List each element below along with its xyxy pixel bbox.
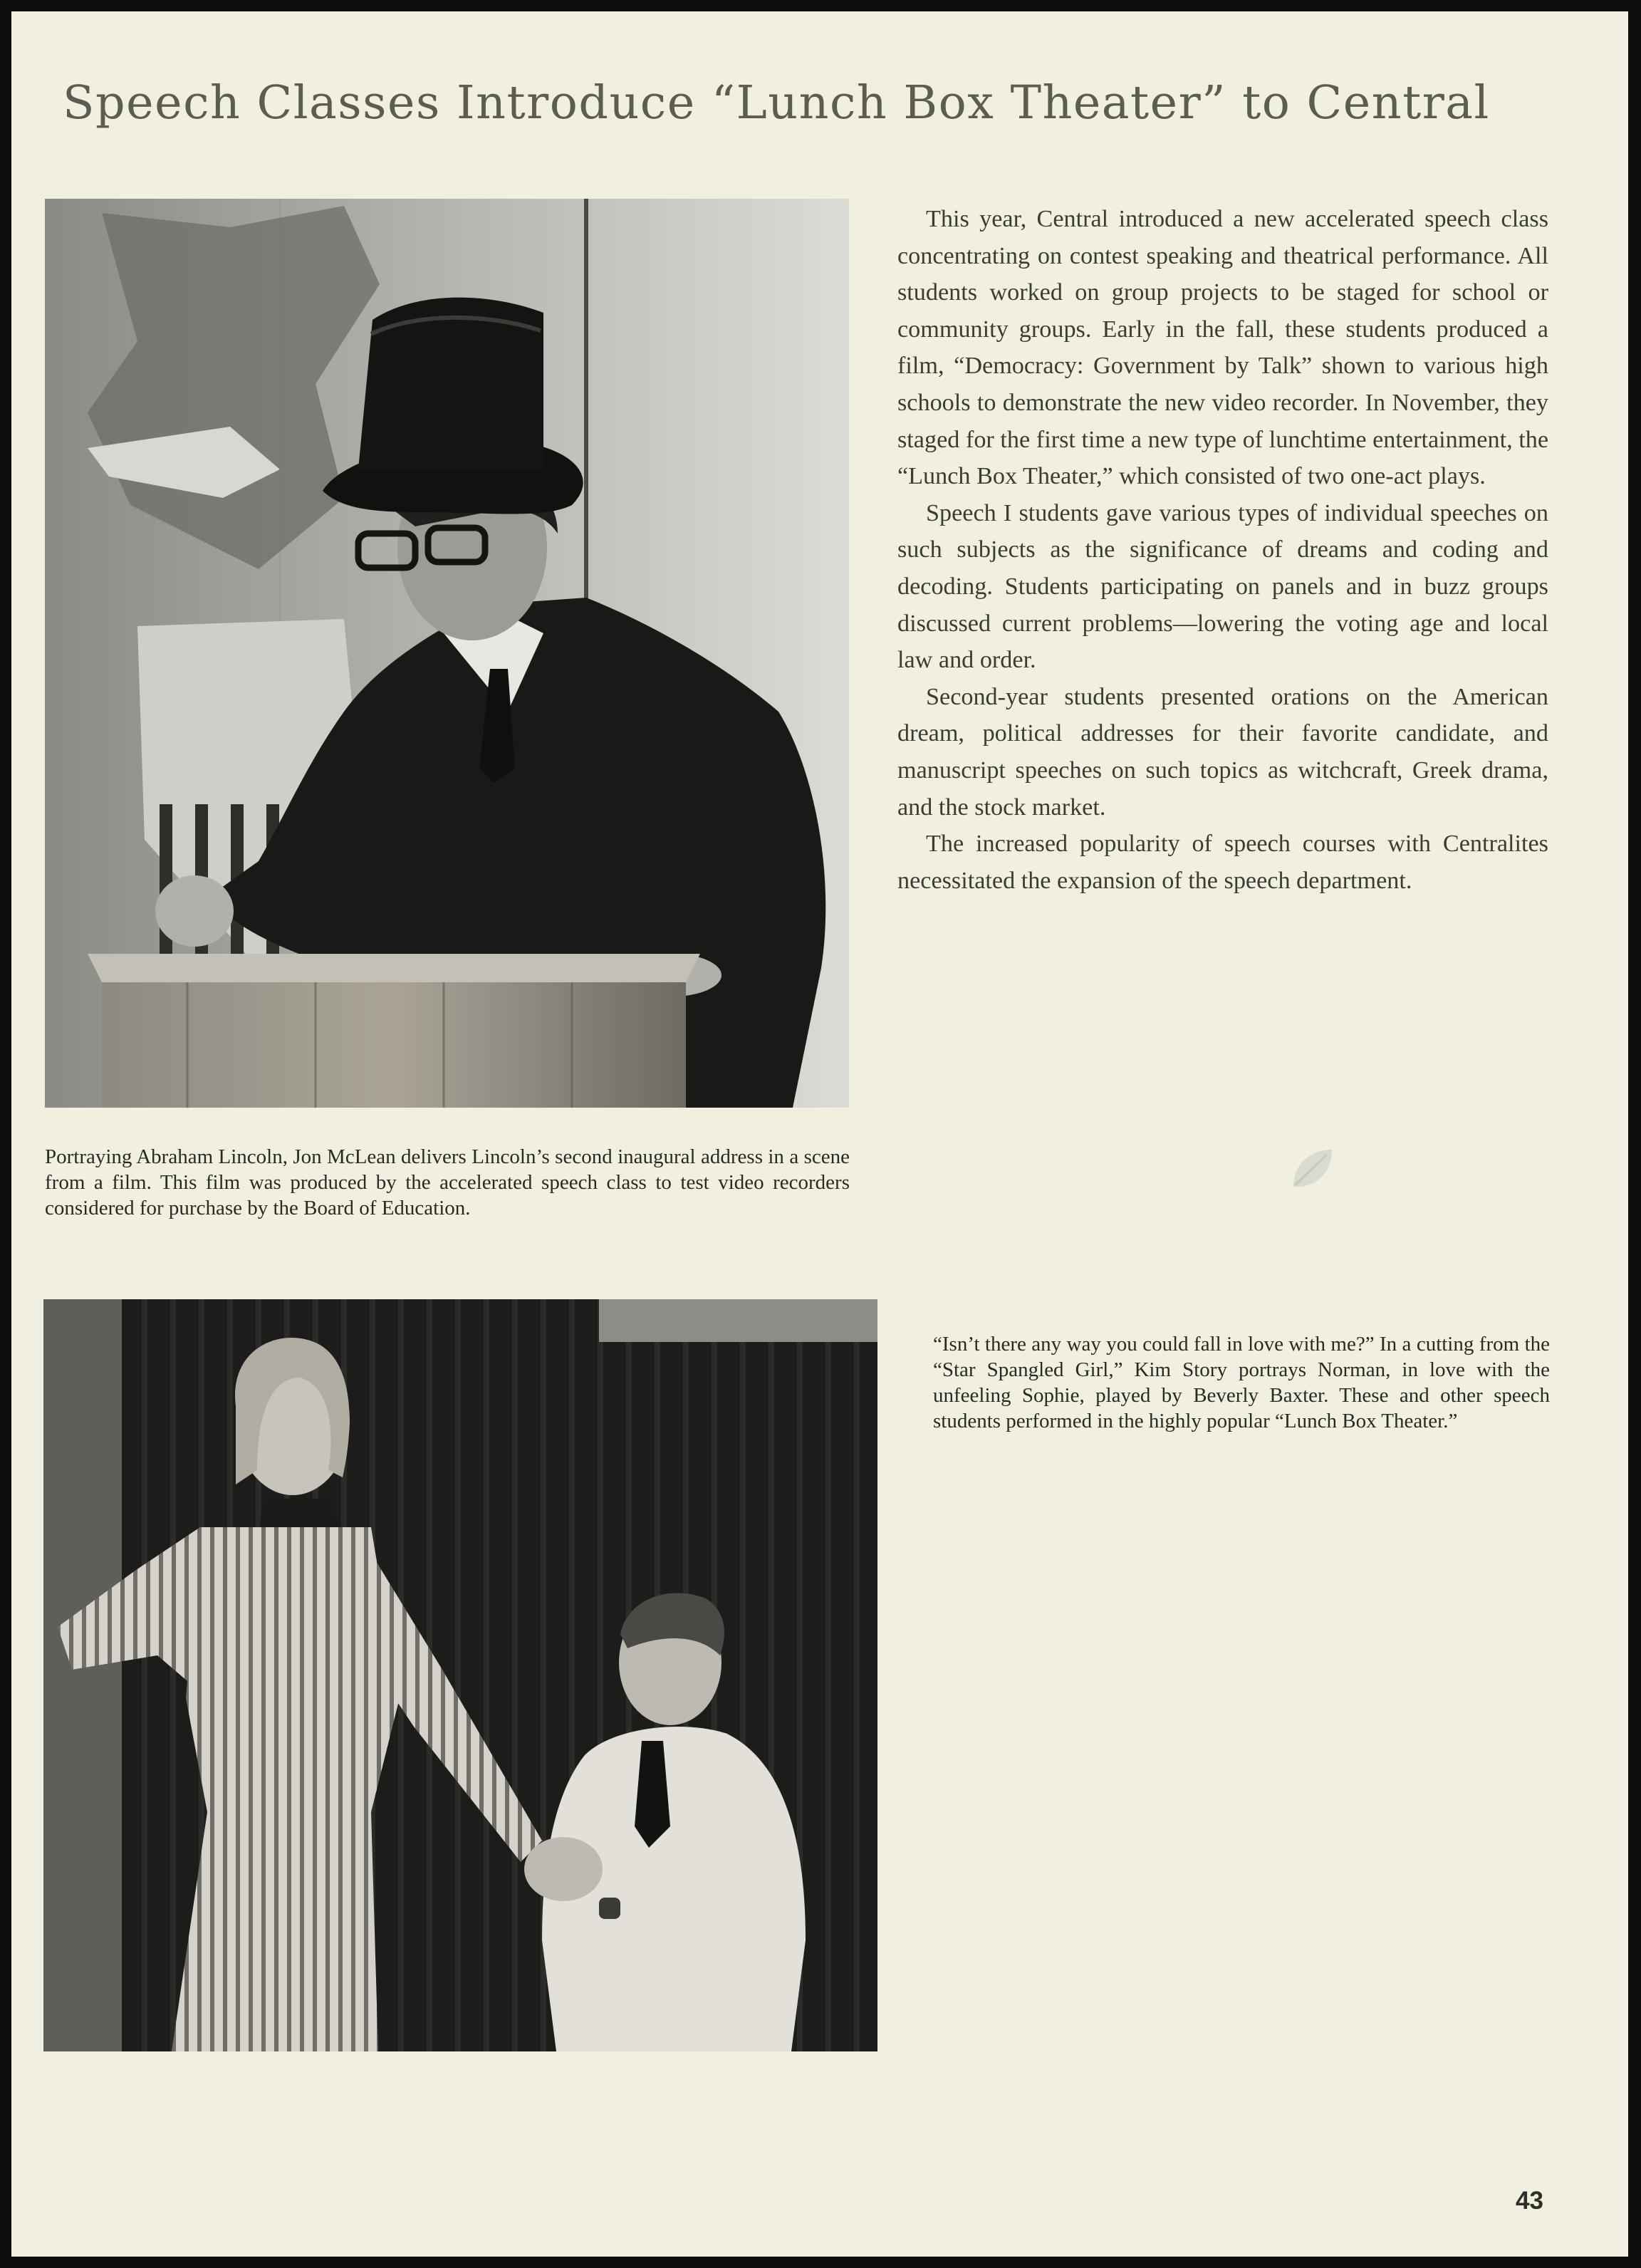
article-paragraph: Speech I students gave various types of individual speeches on such subjects as the significance of dreams and coding and decoding. Students participating on panels and in buzz groups discussed current problems—lowering the voting age and local law and order.	[897, 499, 1548, 674]
leaf-icon	[1288, 1144, 1338, 1194]
stage-scene-graphic	[43, 1299, 877, 2051]
article-paragraph: The increased popularity of speech courses with Centralites necessitated the expansion of the speech department.	[897, 831, 1548, 894]
lincoln-photo	[45, 199, 849, 1108]
article-body	[897, 201, 1548, 899]
stage-scene-caption: “Isn’t there any way you could fall in love with me?” In a cutting from the “Star Spangled Girl,” Kim Story portrays Norman, in love with the unfeeling Sophie, played by Beverly Baxter. These and other speech students performed in the highly popular “Lunch Box Theater.”	[933, 1333, 1550, 1432]
yearbook-page	[11, 11, 1628, 2257]
article-paragraph: This year, Central introduced a new accelerated speech class concentrating on contest speaking and theatrical performance. All students worked on group projects to be staged for school or community groups. Early in the fall, these students produced a film, “Democracy: Government by Talk” shown to various high schools to demonstrate the new video recorder. In November, they staged for the first time a new type of lunchtime entertainment, the “Lunch Box Theater,” which consisted of two one-act plays.	[897, 206, 1548, 490]
page-title: Speech Classes Introduce “Lunch Box Theater” to Central	[63, 76, 1490, 130]
stage-scene-photo	[43, 1299, 877, 2051]
page-number: 43	[1516, 2187, 1543, 2215]
lincoln-photo-caption: Portraying Abraham Lincoln, Jon McLean delivers Lincoln’s second inaugural address in a scene from a film. This film was produced by the accelerated speech class to test video recorders considered for purchase by the Board of Education.	[45, 1145, 850, 1219]
article-paragraph: Second-year students presented orations on the American dream, political addresses for their favorite candidate, and manuscript speeches on such topics as witchcraft, Greek drama, and the stock market.	[897, 683, 1548, 821]
lincoln-photo-graphic	[45, 199, 849, 1108]
